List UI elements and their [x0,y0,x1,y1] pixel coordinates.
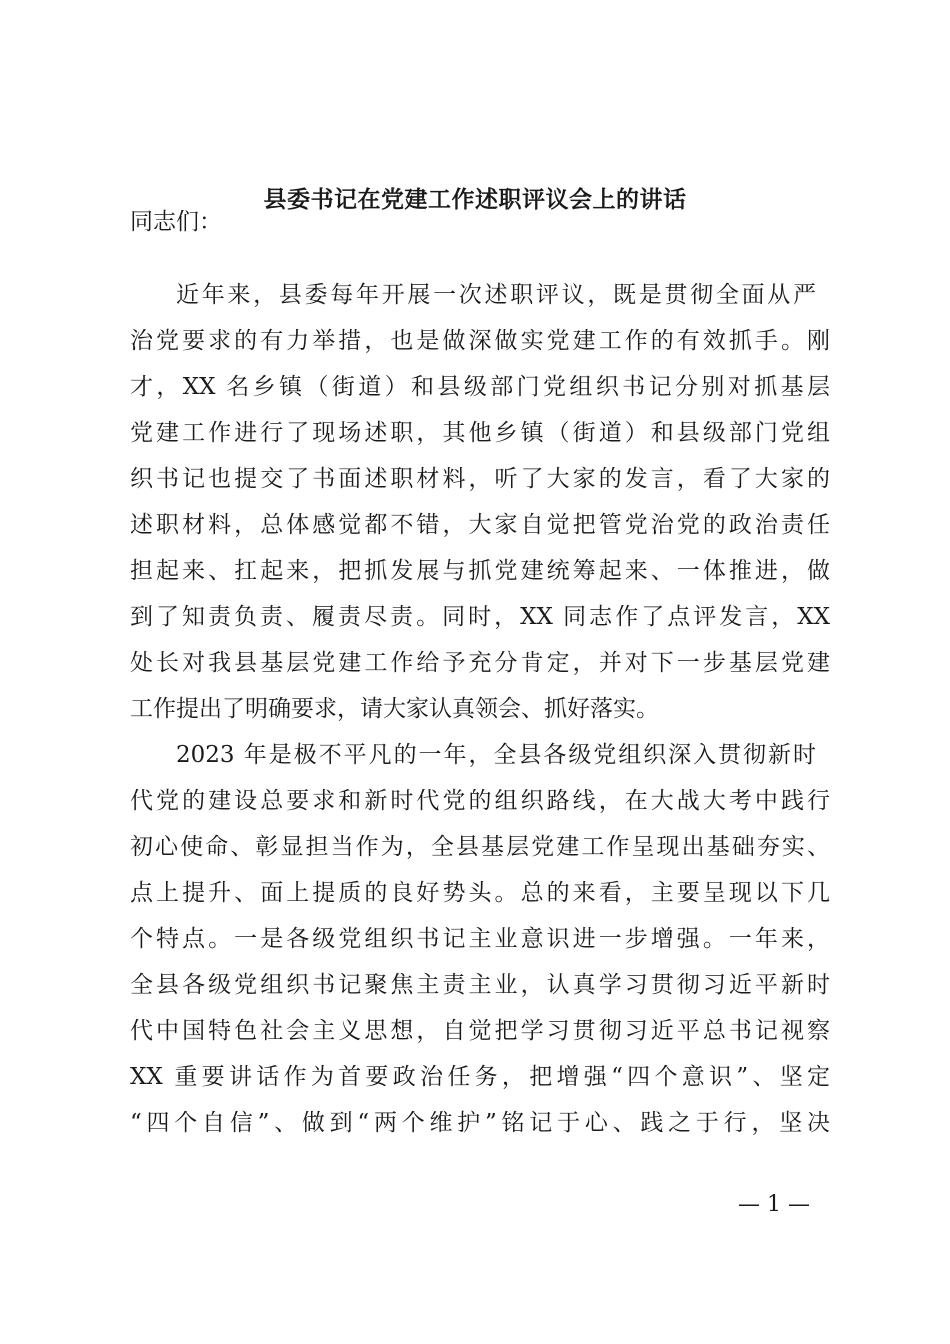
salutation: 同志们： [130,209,222,235]
paragraph-line: 初心使命、彰显担当作为，全县基层党建工作呈现出基础夯实、 [130,834,830,860]
paragraph-line: 处长对我县基层党建工作给予充分肯定，并对下一步基层党建 [130,650,830,676]
paragraph-line: 织书记也提交了书面述职材料，听了大家的发言，看了大家的 [130,466,830,492]
paragraph-line: 近年来，县委每年开展一次述职评议，既是贯彻全面从严 [176,282,816,308]
document-title: 县委书记在党建工作述职评议会上的讲话 [263,186,687,213]
paragraph-line: 2023 年是极不平凡的一年，全县各级党组织深入贯彻新时 [176,742,816,768]
paragraph-line: 点上提升、面上提质的良好势头。总的来看，主要呈现以下几 [130,880,830,906]
paragraph-line: 述职材料，总体感觉都不错，大家自觉把管党治党的政治责任 [130,512,830,538]
paragraph-line: 代中国特色社会主义思想，自觉把学习贯彻习近平总书记视察 [130,1018,830,1044]
paragraph-line: 全县各级党组织书记聚焦主责主业，认真学习贯彻习近平新时 [130,972,830,998]
paragraph-line: 代党的建设总要求和新时代党的组织路线，在大战大考中践行 [130,788,830,814]
paragraph-line: XX 重要讲话作为首要政治任务，把增强“四个意识”、坚定 [130,1064,830,1090]
page-number: — 1 — [738,1192,810,1217]
paragraph-line: 个特点。一是各级党组织书记主业意识进一步增强。一年来， [130,926,830,952]
paragraph-line: 党建工作进行了现场述职，其他乡镇（街道）和县级部门党组 [130,420,830,446]
paragraph-line: “四个自信”、做到“两个维护”铭记于心、践之于行，坚决 [130,1110,830,1136]
paragraph-line: 担起来、扛起来，把抓发展与抓党建统筹起来、一体推进，做 [130,558,830,584]
paragraph-line: 工作提出了明确要求，请大家认真领会、抓好落实。 [130,696,659,722]
paragraph-line: 到了知责负责、履责尽责。同时，XX 同志作了点评发言，XX [130,604,830,630]
paragraph-line: 治党要求的有力举措，也是做深做实党建工作的有效抓手。刚 [130,328,830,354]
paragraph-line: 才，XX 名乡镇（街道）和县级部门党组织书记分别对抓基层 [130,374,830,400]
